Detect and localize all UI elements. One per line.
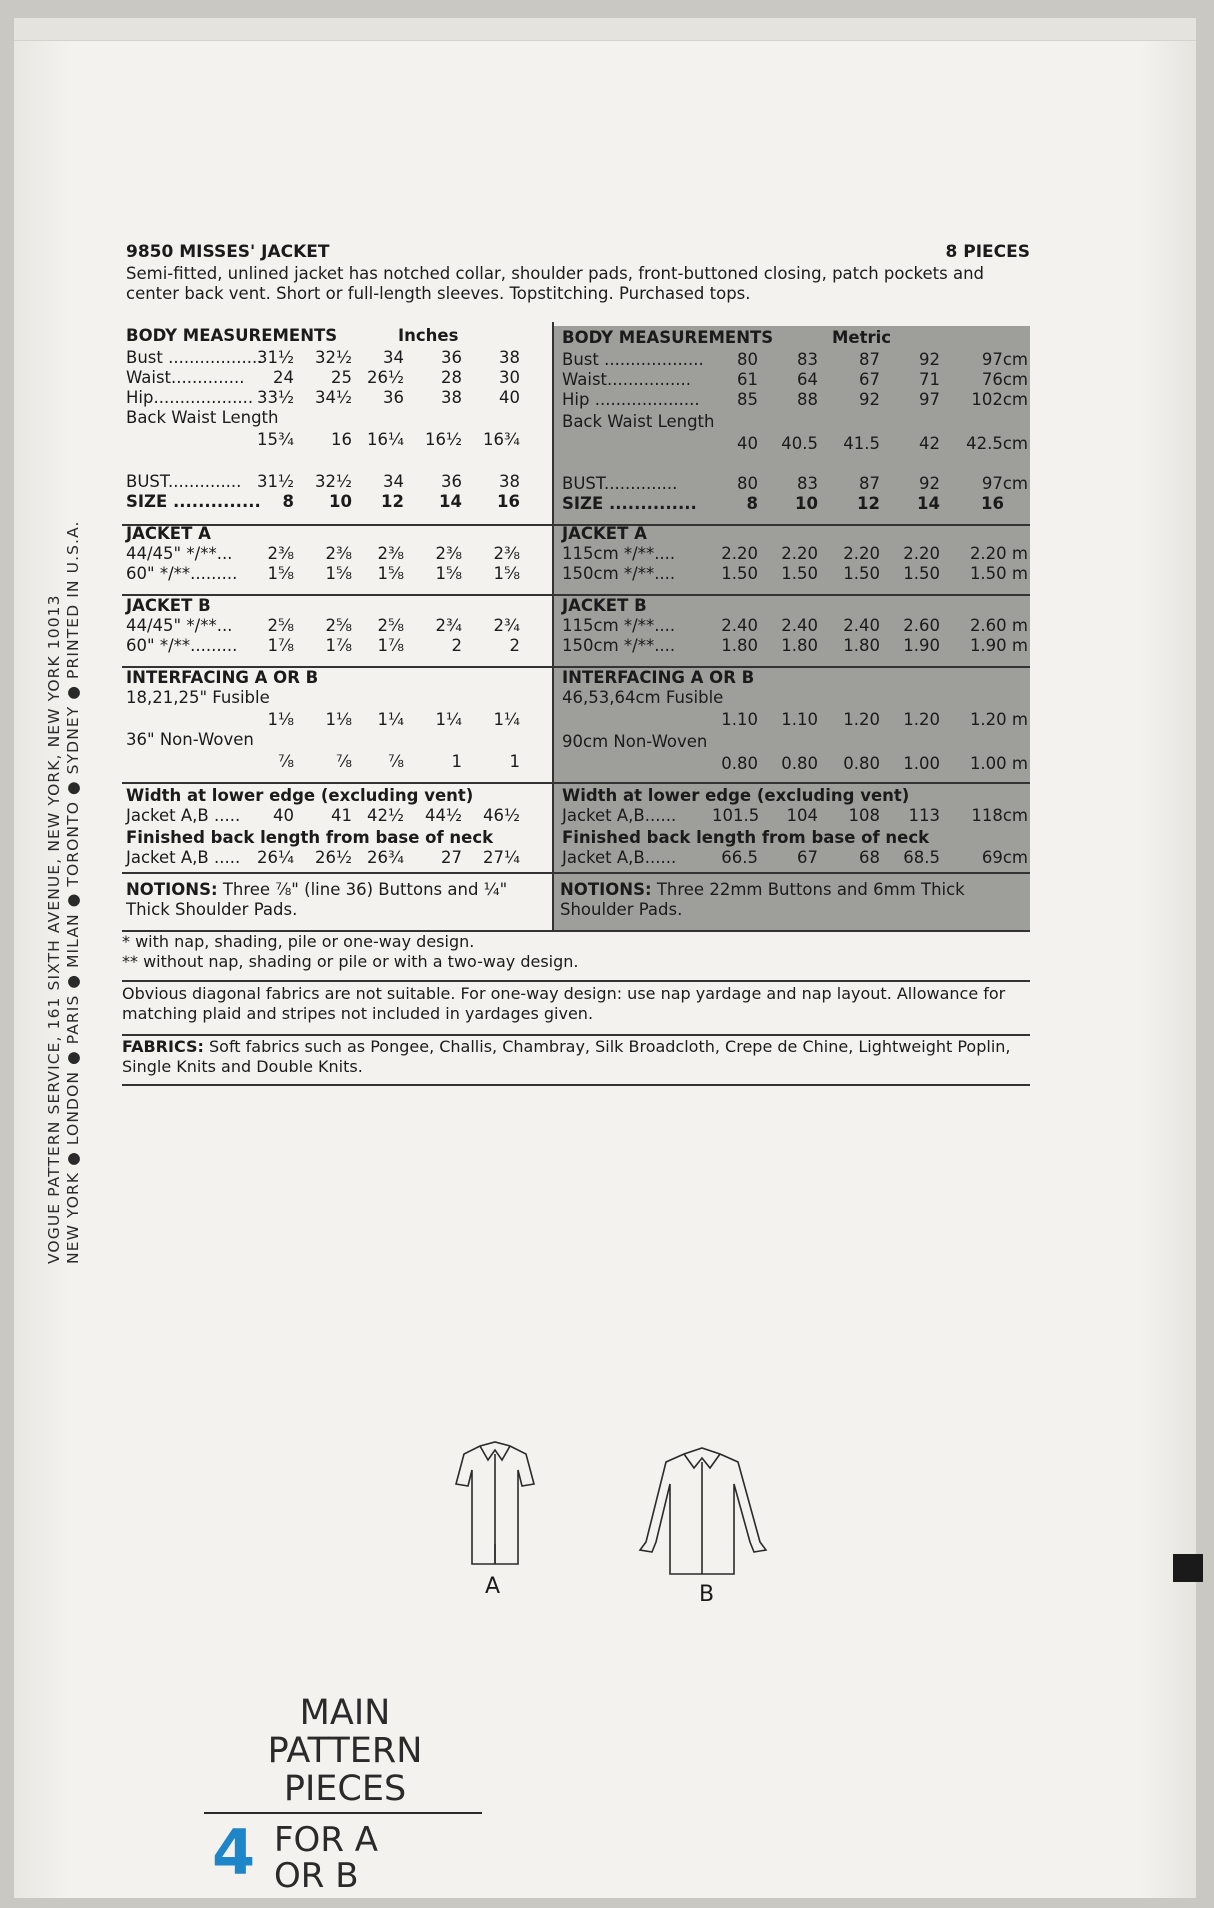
cell: 31½ <box>257 472 294 491</box>
metric-length-title: Finished back length from base of neck <box>562 828 930 847</box>
cell: 1¼ <box>493 710 520 729</box>
cell: 2⅝ <box>325 616 352 635</box>
cell: 38 <box>441 388 462 407</box>
piece-count: 8 PIECES <box>945 242 1030 262</box>
inches-bwl-label-row <box>126 408 550 428</box>
cell: 0.80 <box>781 754 818 773</box>
cell: 28 <box>441 368 462 387</box>
cell: 26½ <box>315 848 352 867</box>
cell: 1 <box>451 752 462 771</box>
row-label: 150cm */**.... <box>562 636 676 655</box>
inches-length-title: Finished back length from base of neck <box>126 828 494 847</box>
cell: 1⅛ <box>267 710 294 729</box>
main-pieces-line: PIECES <box>283 1769 407 1809</box>
cell: 8 <box>746 494 758 513</box>
notions-text: Three 22mm Buttons and 6mm Thick Shoulder Pads. <box>560 880 965 919</box>
cell: 42½ <box>367 806 404 825</box>
metric-unit: Metric <box>832 328 892 347</box>
inches-notions <box>126 880 546 920</box>
row-label: Bust .................. <box>126 348 263 367</box>
cell: 15¾ <box>257 430 294 449</box>
row-label: Hip .................... <box>562 390 700 409</box>
view-a-sketch <box>450 1440 540 1570</box>
cell: 1.20 m <box>969 710 1028 729</box>
for-line: OR B <box>274 1856 359 1896</box>
pattern-header <box>126 242 1030 304</box>
cell: 38 <box>499 348 520 367</box>
cell: 113 <box>908 806 940 825</box>
row-label: Jacket A,B...... <box>562 806 677 825</box>
metric-title: BODY MEASUREMENTS <box>562 328 774 347</box>
inches-interfacing-title: INTERFACING A OR B <box>126 668 319 687</box>
row-label: 60" */**......... <box>126 636 238 655</box>
cell: 16 <box>331 430 352 449</box>
cell: 83 <box>797 350 818 369</box>
cell: 36 <box>441 472 462 491</box>
row-label: Waist................ <box>562 370 691 389</box>
row-label: Bust ................... <box>562 350 704 369</box>
cell: 40 <box>499 388 520 407</box>
row-label: Jacket A,B...... <box>562 848 677 867</box>
metric-jacket-b-title: JACKET B <box>562 596 647 615</box>
cell: 61 <box>737 370 758 389</box>
inches-jacket-a-title: JACKET A <box>126 524 211 543</box>
main-pattern-pieces <box>250 1694 440 1808</box>
cell: 1.10 <box>781 710 818 729</box>
cell: 25 <box>331 368 352 387</box>
for-views <box>274 1822 378 1894</box>
fabrics-text: Soft fabrics such as Pongee, Challis, Chambray, Silk Broadcloth, Crepe de Chine, Lightweight Poplin, Single Knits and Double Knits. <box>122 1037 1011 1076</box>
inches-jacket-b-title: JACKET B <box>126 596 211 615</box>
pattern-description: Semi-fitted, unlined jacket has notched collar, shoulder pads, front-buttoned closing, patch pockets and center back vent. Short or full-length sleeves. Topstitching. Purchased tops. <box>126 264 985 303</box>
cell: 87 <box>859 350 880 369</box>
cell: 85 <box>737 390 758 409</box>
publisher-cities: NEW YORK ● LONDON ● PARIS ● MILAN ● TORONTO ● SYDNEY ● PRINTED IN U.S.A. <box>64 520 82 1264</box>
metric-hip-row <box>562 390 1028 410</box>
cell: 1¼ <box>377 710 404 729</box>
cell: 68.5 <box>903 848 940 867</box>
cell: 80 <box>737 350 758 369</box>
inches-hip-row <box>126 388 550 408</box>
inches-jacket-b-row1 <box>126 616 550 636</box>
cell: ⅞ <box>336 752 352 771</box>
cell: 1⅝ <box>325 564 352 583</box>
row-label: 44/45" */**... <box>126 544 233 563</box>
cell: 2 <box>451 636 462 655</box>
cell: 1.80 <box>781 636 818 655</box>
cell: 41 <box>331 806 352 825</box>
cell: 69cm <box>981 848 1028 867</box>
cell: 2.60 <box>903 616 940 635</box>
cell: 1⅝ <box>267 564 294 583</box>
cell: 2.60 m <box>969 616 1028 635</box>
cell: 1⅝ <box>377 564 404 583</box>
cell: 8 <box>282 492 294 511</box>
cell: ⅞ <box>278 752 294 771</box>
cell: 118cm <box>971 806 1028 825</box>
cell: 26¼ <box>257 848 294 867</box>
metric-jacket-a-row2 <box>562 564 1028 584</box>
pattern-title: 9850 MISSES' JACKET <box>126 242 330 262</box>
cell: 2⅝ <box>267 616 294 635</box>
cell: 2.20 <box>781 544 818 563</box>
inches-table <box>126 326 550 926</box>
cell: 10 <box>329 492 352 511</box>
cell: 1⅝ <box>493 564 520 583</box>
row-label: Jacket A,B ..... <box>126 806 241 825</box>
cell: 16¼ <box>367 430 404 449</box>
cell: 44½ <box>425 806 462 825</box>
notions-text: Three ⅞" (line 36) Buttons and ¼" Thick Shoulder Pads. <box>126 880 508 919</box>
cell: 1.20 <box>843 710 880 729</box>
cell: 36 <box>383 388 404 407</box>
cell: 40.5 <box>781 434 818 453</box>
inches-width-row <box>126 806 550 826</box>
cell: 67 <box>859 370 880 389</box>
cell: 92 <box>919 350 940 369</box>
cell: 12 <box>857 494 880 513</box>
footnotes <box>122 932 1030 972</box>
cell: 80 <box>737 474 758 493</box>
cell: 2¾ <box>493 616 520 635</box>
cell: 1.90 <box>903 636 940 655</box>
metric-bust2-row <box>562 474 1028 494</box>
cell: 1.20 <box>903 710 940 729</box>
inches-bwl-row <box>126 430 550 450</box>
row-label: 90cm Non-Woven <box>562 732 708 751</box>
metric-width-title: Width at lower edge (excluding vent) <box>562 786 910 805</box>
metric-interfacing-row2 <box>562 754 1028 774</box>
cell: 2⅝ <box>377 616 404 635</box>
cell: 92 <box>859 390 880 409</box>
cell: 68 <box>859 848 880 867</box>
cell: 1⅞ <box>325 636 352 655</box>
cell: 88 <box>797 390 818 409</box>
row-label: Back Waist Length <box>126 408 279 427</box>
cell: 2.20 <box>843 544 880 563</box>
row-label: 115cm */**.... <box>562 616 676 635</box>
cell: 26¾ <box>367 848 404 867</box>
cell: 32½ <box>315 348 352 367</box>
cell: 38 <box>499 472 520 491</box>
cell: 1.10 <box>721 710 758 729</box>
cell: 30 <box>499 368 520 387</box>
metric-waist-row <box>562 370 1028 390</box>
metric-interfacing-row1 <box>562 710 1028 730</box>
cell: 97cm <box>981 474 1028 493</box>
right-fold <box>1140 18 1196 1898</box>
inches-jacket-a-row2 <box>126 564 550 584</box>
cell: 2.40 <box>721 616 758 635</box>
cell: 2⅜ <box>377 544 404 563</box>
inches-unit: Inches <box>398 326 459 345</box>
cell: 16 <box>981 494 1004 513</box>
view-a-label: A <box>485 1574 501 1599</box>
cell: 14 <box>439 492 462 511</box>
cell: 46½ <box>483 806 520 825</box>
inches-interfacing-row1 <box>126 710 550 730</box>
cell: 33½ <box>257 388 294 407</box>
row-label: 46,53,64cm Fusible <box>562 688 724 707</box>
for-line: FOR A <box>274 1820 379 1860</box>
cell: 1¼ <box>435 710 462 729</box>
cell: 92 <box>919 474 940 493</box>
view-b-label: B <box>699 1582 715 1607</box>
metric-jacket-a-title: JACKET A <box>562 524 647 543</box>
cell: 16¾ <box>483 430 520 449</box>
main-pieces-line: MAIN <box>299 1693 391 1733</box>
cell: 1.80 <box>843 636 880 655</box>
row-label: BUST.............. <box>126 472 242 491</box>
cell: 16½ <box>425 430 462 449</box>
cell: 71 <box>919 370 940 389</box>
cell: 34½ <box>315 388 352 407</box>
rule <box>122 1084 1030 1086</box>
fabrics-note <box>122 1037 1030 1077</box>
cell: 1.00 <box>903 754 940 773</box>
metric-jacket-a-row1 <box>562 544 1028 564</box>
footnote-nap: * with nap, shading, pile or one-way design. <box>122 932 475 951</box>
row-label: SIZE .............. <box>126 492 261 511</box>
metric-bwl-row <box>562 434 1028 454</box>
cell: 12 <box>381 492 404 511</box>
cell: 36 <box>441 348 462 367</box>
fabric-suitability-note: Obvious diagonal fabrics are not suitable. For one-way design: use nap yardage and nap layout. Allowance for matching plaid and stripes not included in yardages given. <box>122 984 1006 1023</box>
cell: 1 <box>509 752 520 771</box>
cell: 40 <box>737 434 758 453</box>
rule <box>122 980 1030 982</box>
cell: 26½ <box>367 368 404 387</box>
publisher-address: VOGUE PATTERN SERVICE, 161 SIXTH AVENUE, NEW YORK, NEW YORK 10013 <box>45 594 63 1264</box>
cell: 1.50 <box>903 564 940 583</box>
cell: 2 <box>509 636 520 655</box>
cell: 1⅝ <box>435 564 462 583</box>
inches-width-title: Width at lower edge (excluding vent) <box>126 786 474 805</box>
cell: 1⅛ <box>325 710 352 729</box>
cell: 24 <box>273 368 294 387</box>
cell: 1.50 m <box>969 564 1028 583</box>
inches-title: BODY MEASUREMENTS <box>126 326 338 345</box>
cell: 2.20 <box>903 544 940 563</box>
column-divider <box>552 322 554 930</box>
view-b-sketch <box>638 1446 768 1582</box>
cell: 41.5 <box>843 434 880 453</box>
cell: 27 <box>441 848 462 867</box>
cell: 1.50 <box>843 564 880 583</box>
cell: 1⅞ <box>267 636 294 655</box>
cell: 2¾ <box>435 616 462 635</box>
cell: 2⅜ <box>325 544 352 563</box>
metric-interfacing-title: INTERFACING A OR B <box>562 668 755 687</box>
row-label: 115cm */**.... <box>562 544 676 563</box>
row-label: Back Waist Length <box>562 412 715 431</box>
cell: 102cm <box>971 390 1028 409</box>
cell: 31½ <box>257 348 294 367</box>
cell: 2.20 <box>721 544 758 563</box>
metric-jacket-b-row1 <box>562 616 1028 636</box>
cell: 32½ <box>315 472 352 491</box>
cell: 34 <box>383 348 404 367</box>
cell: 104 <box>786 806 818 825</box>
cell: 66.5 <box>721 848 758 867</box>
row-label: 150cm */**.... <box>562 564 676 583</box>
cell: 2.40 <box>843 616 880 635</box>
cell: 101.5 <box>712 806 760 825</box>
row-label: 36" Non-Woven <box>126 730 254 749</box>
cell: 1.90 m <box>969 636 1028 655</box>
inches-jacket-a-row1 <box>126 544 550 564</box>
inches-bust2-row <box>126 472 550 492</box>
notions-label: NOTIONS: <box>126 880 218 899</box>
metric-width-row <box>562 806 1028 826</box>
pieces-rule <box>204 1812 482 1814</box>
metric-jacket-b-row2 <box>562 636 1028 656</box>
inches-size-row <box>126 492 550 512</box>
metric-table <box>562 326 1028 926</box>
cell: 2⅜ <box>267 544 294 563</box>
cell: 97cm <box>981 350 1028 369</box>
cell: 1.80 <box>721 636 758 655</box>
cell: 76cm <box>981 370 1028 389</box>
cell: 1.50 <box>781 564 818 583</box>
inches-waist-row <box>126 368 550 388</box>
row-label: SIZE .............. <box>562 494 697 513</box>
row-label: Hip................... <box>126 388 254 407</box>
main-pieces-line: PATTERN <box>267 1731 423 1771</box>
rule <box>122 1034 1030 1036</box>
inches-jacket-b-row2 <box>126 636 550 656</box>
row-label: 44/45" */**... <box>126 616 233 635</box>
cell: 40 <box>273 806 294 825</box>
row-label: 60" */**......... <box>126 564 238 583</box>
inches-length-row <box>126 848 550 868</box>
footnote-without-nap: ** without nap, shading or pile or with a two-way design. <box>122 952 579 971</box>
cell: 108 <box>848 806 880 825</box>
row-label: Jacket A,B ..... <box>126 848 241 867</box>
metric-notions <box>560 880 1024 920</box>
cell: 97 <box>919 390 940 409</box>
cell: 1.50 <box>721 564 758 583</box>
cell: 1.00 m <box>969 754 1028 773</box>
cell: 16 <box>497 492 520 511</box>
cell: 64 <box>797 370 818 389</box>
row-label: 18,21,25" Fusible <box>126 688 270 707</box>
notions-label: NOTIONS: <box>560 880 652 899</box>
cell: 14 <box>917 494 940 513</box>
publisher-sidebar <box>45 520 83 1264</box>
cell: 0.80 <box>843 754 880 773</box>
cell: 67 <box>797 848 818 867</box>
cell: 1⅞ <box>377 636 404 655</box>
cell: 34 <box>383 472 404 491</box>
cell: 2.40 <box>781 616 818 635</box>
cell: 2⅜ <box>435 544 462 563</box>
metric-length-row <box>562 848 1028 868</box>
top-flap <box>14 18 1196 41</box>
cell: 83 <box>797 474 818 493</box>
metric-size-row <box>562 494 1028 514</box>
cell: 27¼ <box>483 848 520 867</box>
inches-bust-row <box>126 348 550 368</box>
cell: 10 <box>795 494 818 513</box>
row-label: BUST.............. <box>562 474 678 493</box>
metric-bust-row <box>562 350 1028 370</box>
cell: 2⅜ <box>493 544 520 563</box>
cell: 2.20 m <box>969 544 1028 563</box>
cell: 42.5cm <box>966 434 1028 453</box>
cell: 87 <box>859 474 880 493</box>
cell: 42 <box>919 434 940 453</box>
fabrics-label: FABRICS: <box>122 1037 204 1056</box>
inches-interfacing-row2 <box>126 752 550 772</box>
cell: ⅞ <box>388 752 404 771</box>
row-label: Waist.............. <box>126 368 245 387</box>
registration-mark <box>1173 1554 1203 1582</box>
cell: 0.80 <box>721 754 758 773</box>
piece-count-number: 4 <box>212 1816 256 1889</box>
